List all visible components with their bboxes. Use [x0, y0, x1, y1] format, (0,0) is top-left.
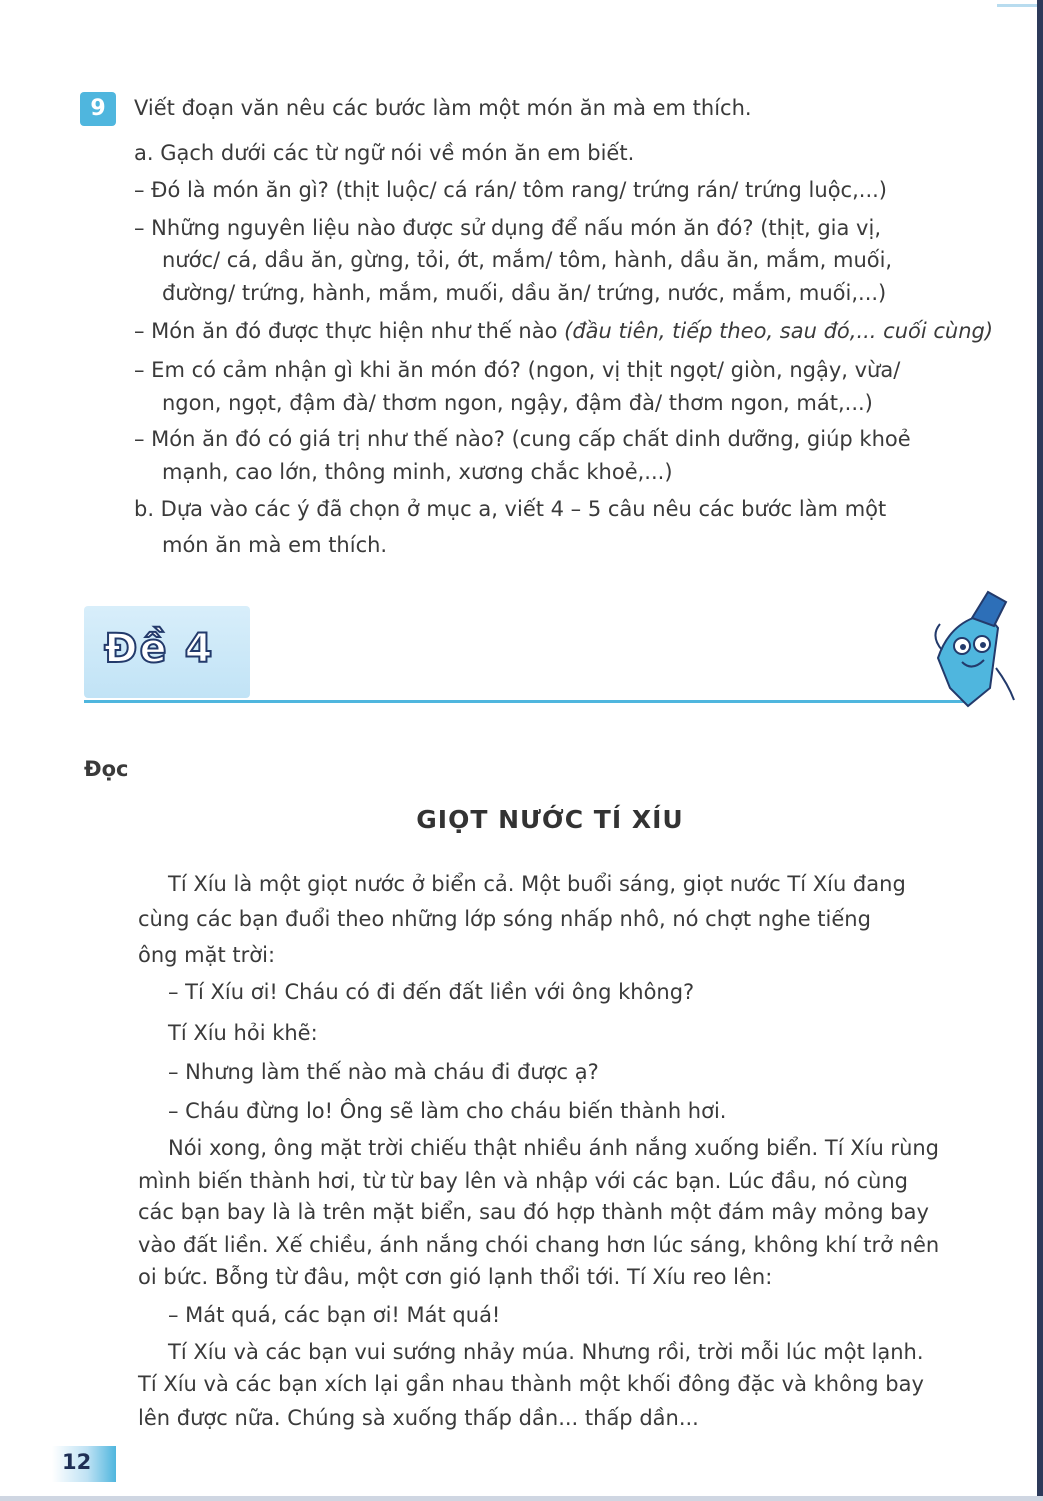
- page-edge-top: [997, 4, 1037, 7]
- pencil-mascot-icon: [928, 588, 1016, 708]
- section-label-reading: Đọc: [84, 757, 129, 781]
- story-title: GIỌT NƯỚC TÍ XÍU: [416, 805, 684, 834]
- question-ingredients-line3: đường/ trứng, hành, mắm, muối, dầu ăn/ trứng, nước, mắm, muối,...): [162, 281, 887, 305]
- story-paragraph1-line3: ông mặt trời:: [138, 943, 276, 967]
- part-b-instruction-line2: món ăn mà em thích.: [162, 533, 388, 557]
- question-steps-hint: (đầu tiên, tiếp theo, sau đó,... cuối cùng): [564, 319, 994, 343]
- question-dish: – Đó là món ăn gì? (thịt luộc/ cá rán/ tôm rang/ trứng rán/ trứng luộc,...): [134, 178, 887, 202]
- story-paragraph1-line2: cùng các bạn đuổi theo những lớp sóng nhấp nhô, nó chợt nghe tiếng: [138, 907, 871, 931]
- question-feeling-line1: – Em có cảm nhận gì khi ăn món đó? (ngon, vị thịt ngọt/ giòn, ngậy, vừa/: [134, 358, 901, 382]
- page-edge-right: [1037, 0, 1043, 1501]
- story-paragraph2-line5: oi bức. Bỗng từ đâu, một cơn gió lạnh thổi tới. Tí Xíu reo lên:: [138, 1265, 773, 1289]
- story-narration1: Tí Xíu hỏi khẽ:: [168, 1021, 318, 1045]
- story-dialogue3: – Cháu đừng lo! Ông sẽ làm cho cháu biến thành hơi.: [168, 1099, 727, 1123]
- part-b-instruction-line1: b. Dựa vào các ý đã chọn ở mục a, viết 4 – 5 câu nêu các bước làm một: [134, 497, 887, 521]
- exercise-title: Viết đoạn văn nêu các bước làm một món ăn mà em thích.: [134, 96, 752, 120]
- question-steps-text: – Món ăn đó được thực hiện như thế nào: [134, 319, 565, 343]
- question-ingredients-line2: nước/ cá, dầu ăn, gừng, tỏi, ớt, mắm/ tôm, hành, dầu ăn, mắm, muối,: [162, 248, 893, 272]
- question-value-line2: mạnh, cao lớn, thông minh, xương chắc khoẻ,...): [162, 460, 673, 484]
- story-dialogue1: – Tí Xíu ơi! Cháu có đi đến đất liền với ông không?: [168, 980, 695, 1004]
- story-paragraph2-line1: Nói xong, ông mặt trời chiếu thật nhiều ánh nắng xuống biển. Tí Xíu rùng: [168, 1136, 940, 1160]
- story-paragraph2-line4: vào đất liền. Xế chiều, ánh nắng chói chang hơn lúc sáng, không khí trở nên: [138, 1233, 940, 1257]
- story-paragraph2-line2: mình biến thành hơi, từ từ bay lên và nhập với các bạn. Lúc đầu, nó cùng: [138, 1169, 908, 1193]
- question-steps: [134, 316, 993, 346]
- page-edge-bottom: [0, 1496, 1043, 1501]
- story-paragraph1-line1: Tí Xíu là một giọt nước ở biển cả. Một buổi sáng, giọt nước Tí Xíu đang: [168, 872, 906, 896]
- story-dialogue4: – Mát quá, các bạn ơi! Mát quá!: [168, 1303, 501, 1327]
- page-number: 12: [62, 1450, 92, 1474]
- story-paragraph3-line2: Tí Xíu và các bạn xích lại gần nhau thành một khối đông đặc và không bay: [138, 1372, 924, 1396]
- story-dialogue2: – Nhưng làm thế nào mà cháu đi được ạ?: [168, 1060, 599, 1084]
- story-paragraph3-line1: Tí Xíu và các bạn vui sướng nhảy múa. Nhưng rồi, trời mỗi lúc một lạnh.: [168, 1340, 924, 1364]
- page-number-tab: [52, 1446, 116, 1482]
- part-a-instruction: a. Gạch dưới các từ ngữ nói về món ăn em biết.: [134, 141, 635, 165]
- section-divider: [84, 700, 964, 703]
- section-badge: Đề 4: [104, 626, 215, 672]
- story-paragraph3-line3: lên được nữa. Chúng sà xuống thấp dần... thấp dần...: [138, 1406, 699, 1430]
- question-value-line1: – Món ăn đó có giá trị như thế nào? (cung cấp chất dinh dưỡng, giúp khoẻ: [134, 427, 911, 451]
- question-ingredients-line1: – Những nguyên liệu nào được sử dụng để nấu món ăn đó? (thịt, gia vị,: [134, 216, 881, 240]
- story-paragraph2-line3: các bạn bay là là trên mặt biển, sau đó hợp thành một đám mây mỏng bay: [138, 1200, 929, 1224]
- exercise-number-badge: 9: [80, 92, 116, 126]
- question-feeling-line2: ngon, ngọt, đậm đà/ thơm ngon, ngậy, đậm đà/ thơm ngon, mát,...): [162, 391, 873, 415]
